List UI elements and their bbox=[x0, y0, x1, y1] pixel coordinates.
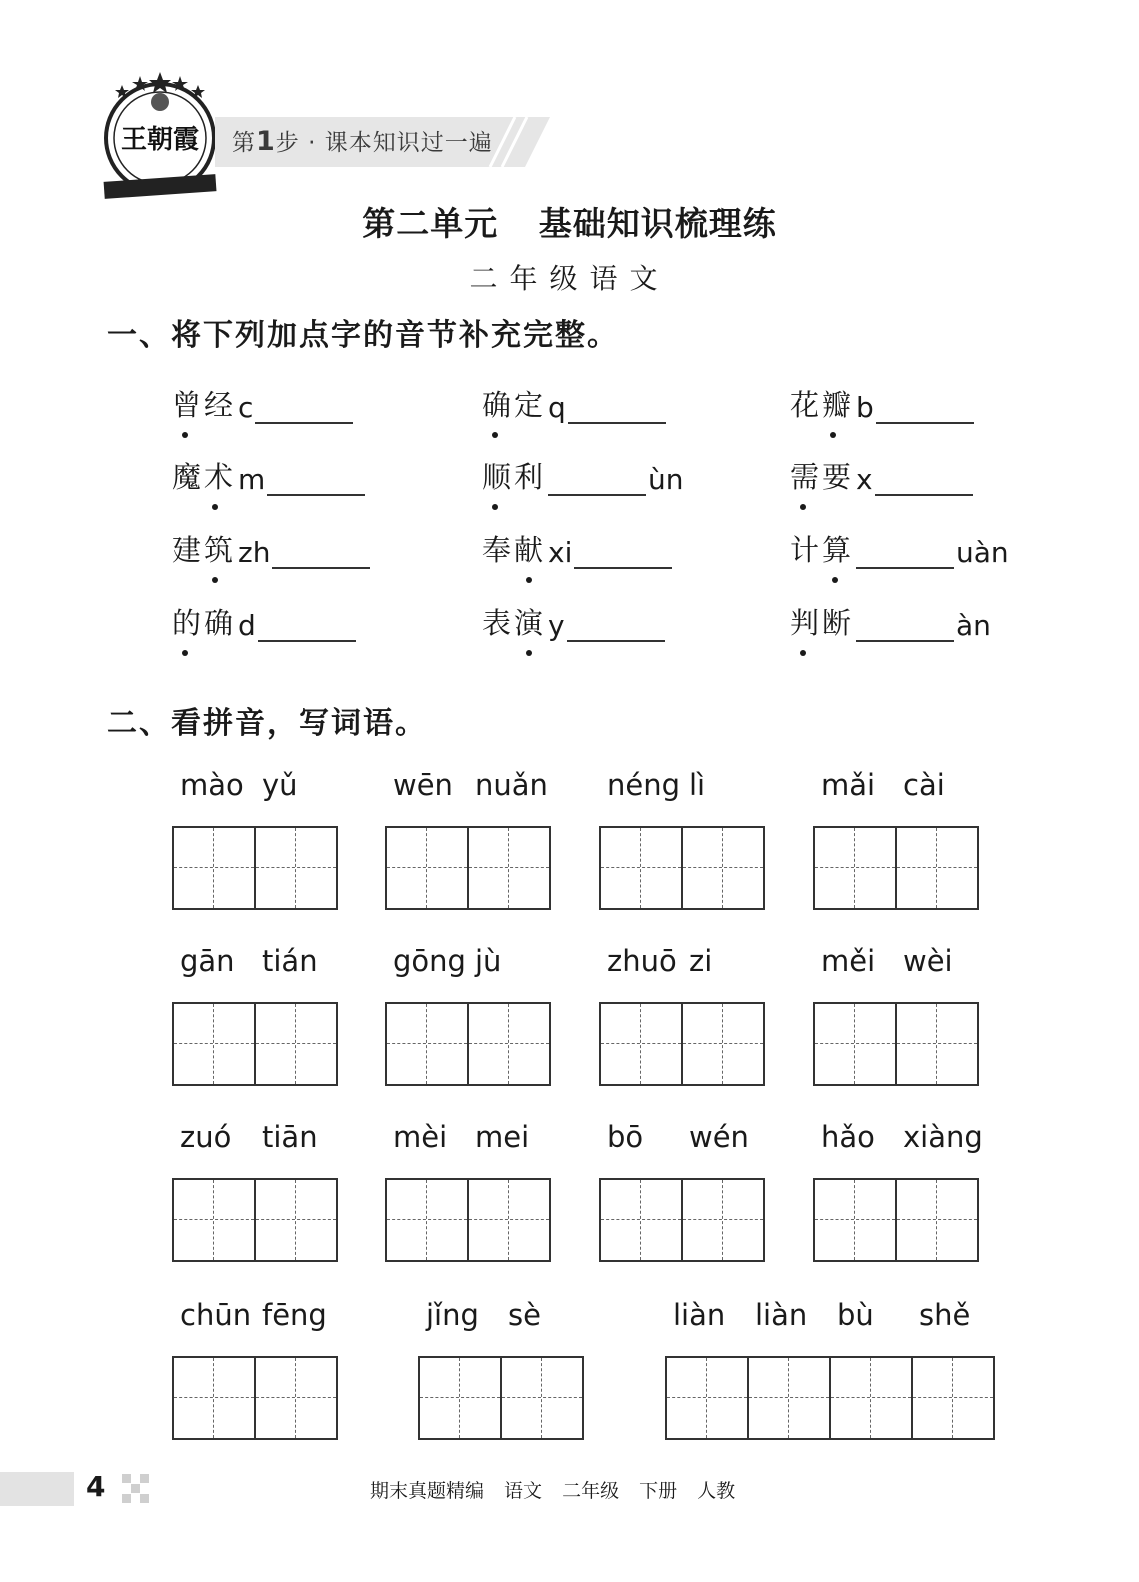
fill-syllable-item bbox=[172, 452, 365, 496]
character-box[interactable] bbox=[815, 1180, 895, 1260]
item-word: 花瓣 bbox=[790, 388, 855, 422]
fill-syllable-item bbox=[172, 380, 353, 424]
character-box[interactable] bbox=[895, 828, 977, 908]
pinyin-syllable: liàn bbox=[673, 1298, 726, 1332]
pinyin-syllable: mào bbox=[180, 768, 244, 802]
pinyin-syllable: jǐng bbox=[426, 1298, 479, 1332]
footer-bar bbox=[0, 1472, 74, 1506]
answer-blank[interactable] bbox=[258, 610, 356, 642]
character-box[interactable] bbox=[747, 1358, 829, 1438]
pinyin-syllable: tián bbox=[262, 944, 318, 978]
pinyin-syllable: shě bbox=[919, 1298, 971, 1332]
character-box[interactable] bbox=[254, 828, 336, 908]
answer-blank[interactable] bbox=[548, 464, 646, 496]
syllable-suffix: ùn bbox=[648, 463, 684, 496]
fill-syllable-item bbox=[790, 380, 974, 424]
pinyin-syllable: fēng bbox=[262, 1298, 327, 1332]
syllable-prefix: y bbox=[548, 609, 565, 642]
character-box[interactable] bbox=[895, 1004, 977, 1084]
answer-blank[interactable] bbox=[856, 610, 954, 642]
emphasis-dot bbox=[800, 650, 806, 656]
fill-syllable-item bbox=[482, 598, 665, 642]
fill-syllable-item bbox=[172, 525, 370, 569]
syllable-prefix: d bbox=[238, 609, 256, 642]
emphasis-dot bbox=[182, 650, 188, 656]
svg-text:王朝霞: 王朝霞 bbox=[120, 125, 200, 155]
part2-heading: 二、看拼音，写词语。 bbox=[107, 706, 427, 741]
character-box[interactable] bbox=[387, 1004, 467, 1084]
emphasis-dot bbox=[526, 650, 532, 656]
item-word: 表演 bbox=[482, 606, 547, 640]
answer-blank[interactable] bbox=[875, 464, 973, 496]
page-title: 第二单元 基础知识梳理练 bbox=[362, 204, 777, 243]
pinyin-syllable: nuǎn bbox=[475, 768, 548, 802]
writing-grid bbox=[599, 1002, 765, 1086]
character-box[interactable] bbox=[601, 1004, 681, 1084]
character-box[interactable] bbox=[174, 1004, 254, 1084]
character-box[interactable] bbox=[254, 1358, 336, 1438]
pinyin-syllable: bō bbox=[607, 1120, 644, 1154]
character-box[interactable] bbox=[174, 1358, 254, 1438]
character-box[interactable] bbox=[815, 1004, 895, 1084]
writing-grid bbox=[172, 826, 338, 910]
pinyin-syllable: yǔ bbox=[262, 768, 298, 802]
character-box[interactable] bbox=[174, 828, 254, 908]
pinyin-syllable: chūn bbox=[180, 1298, 252, 1332]
writing-grid bbox=[813, 826, 979, 910]
character-box[interactable] bbox=[829, 1358, 911, 1438]
character-box[interactable] bbox=[420, 1358, 500, 1438]
fill-syllable-item bbox=[790, 525, 1009, 569]
emphasis-dot bbox=[492, 432, 498, 438]
footer-decor bbox=[140, 1474, 149, 1483]
pinyin-syllable: wèi bbox=[903, 944, 953, 978]
writing-grid bbox=[385, 1178, 551, 1262]
pinyin-syllable: zuó bbox=[180, 1120, 232, 1154]
character-box[interactable] bbox=[681, 1004, 763, 1084]
pinyin-syllable: néng bbox=[607, 768, 681, 802]
pinyin-syllable: bù bbox=[837, 1298, 874, 1332]
character-box[interactable] bbox=[387, 828, 467, 908]
syllable-prefix: zh bbox=[238, 536, 271, 569]
pinyin-syllable: tiān bbox=[262, 1120, 318, 1154]
emphasis-dot bbox=[526, 577, 532, 583]
writing-grid bbox=[172, 1002, 338, 1086]
emphasis-dot bbox=[212, 577, 218, 583]
writing-grid bbox=[665, 1356, 995, 1440]
character-box[interactable] bbox=[467, 1004, 549, 1084]
item-word: 计算 bbox=[790, 533, 855, 567]
character-box[interactable] bbox=[601, 1180, 681, 1260]
syllable-suffix: uàn bbox=[956, 536, 1009, 569]
writing-grid bbox=[599, 826, 765, 910]
pinyin-syllable: gān bbox=[180, 944, 235, 978]
item-word: 需要 bbox=[790, 460, 855, 494]
footer-decor bbox=[122, 1494, 131, 1503]
answer-blank[interactable] bbox=[856, 537, 954, 569]
answer-blank[interactable] bbox=[267, 464, 365, 496]
item-word: 判断 bbox=[790, 606, 855, 640]
item-word: 奉献 bbox=[482, 533, 547, 567]
writing-grid bbox=[813, 1178, 979, 1262]
pinyin-syllable: xiàng bbox=[903, 1120, 983, 1154]
item-word: 的确 bbox=[172, 606, 237, 640]
item-word: 魔术 bbox=[172, 460, 237, 494]
emphasis-dot bbox=[182, 432, 188, 438]
character-box[interactable] bbox=[174, 1180, 254, 1260]
syllable-suffix: àn bbox=[956, 609, 991, 642]
writing-grid bbox=[385, 1002, 551, 1086]
emphasis-dot bbox=[830, 432, 836, 438]
footer-decor bbox=[140, 1494, 149, 1503]
fill-syllable-item bbox=[172, 598, 356, 642]
pinyin-syllable: hǎo bbox=[821, 1120, 875, 1154]
syllable-prefix: xi bbox=[548, 536, 573, 569]
answer-blank[interactable] bbox=[876, 392, 974, 424]
book-info: 期末真题精编 语文 二年级 下册 人教 bbox=[370, 1480, 736, 1502]
character-box[interactable] bbox=[467, 828, 549, 908]
item-word: 确定 bbox=[482, 388, 547, 422]
pinyin-syllable: wén bbox=[689, 1120, 749, 1154]
writing-grid bbox=[385, 826, 551, 910]
emphasis-dot bbox=[492, 504, 498, 510]
pinyin-syllable: sè bbox=[508, 1298, 541, 1332]
pinyin-syllable: měi bbox=[821, 944, 876, 978]
pinyin-syllable: mǎi bbox=[821, 768, 876, 802]
syllable-prefix: m bbox=[238, 463, 266, 496]
syllable-prefix: q bbox=[548, 391, 566, 424]
writing-grid bbox=[599, 1178, 765, 1262]
character-box[interactable] bbox=[500, 1358, 582, 1438]
writing-grid bbox=[172, 1356, 338, 1440]
fill-syllable-item bbox=[790, 598, 991, 642]
fill-syllable-item bbox=[482, 452, 684, 496]
character-box[interactable] bbox=[911, 1358, 993, 1438]
footer-decor bbox=[122, 1474, 131, 1483]
pinyin-syllable: zhuō bbox=[607, 944, 677, 978]
fill-syllable-item bbox=[482, 525, 672, 569]
step-label: 第1步 · 课本知识过一遍 bbox=[232, 126, 493, 157]
fill-syllable-item bbox=[482, 380, 666, 424]
emphasis-dot bbox=[832, 577, 838, 583]
character-box[interactable] bbox=[681, 828, 763, 908]
pinyin-syllable: gōng bbox=[393, 944, 466, 978]
answer-blank[interactable] bbox=[567, 610, 665, 642]
character-box[interactable] bbox=[467, 1180, 549, 1260]
item-word: 曾经 bbox=[172, 388, 237, 422]
writing-grid bbox=[172, 1178, 338, 1262]
character-box[interactable] bbox=[667, 1358, 747, 1438]
page-number: 4 bbox=[86, 1470, 106, 1503]
answer-blank[interactable] bbox=[255, 392, 353, 424]
part1-heading: 一、将下列加点字的音节补充完整。 bbox=[107, 318, 619, 353]
pinyin-syllable: mèi bbox=[393, 1120, 448, 1154]
character-box[interactable] bbox=[254, 1004, 336, 1084]
syllable-prefix: x bbox=[856, 463, 873, 496]
fill-syllable-item bbox=[790, 452, 973, 496]
pinyin-syllable: zi bbox=[689, 944, 713, 978]
syllable-prefix: b bbox=[856, 391, 874, 424]
emphasis-dot bbox=[212, 504, 218, 510]
syllable-prefix: c bbox=[238, 391, 254, 424]
character-box[interactable] bbox=[254, 1180, 336, 1260]
page-subtitle: 二年级语文 bbox=[469, 262, 670, 295]
pinyin-syllable: liàn bbox=[755, 1298, 808, 1332]
character-box[interactable] bbox=[601, 828, 681, 908]
footer-decor bbox=[131, 1484, 140, 1493]
pinyin-syllable: jù bbox=[475, 944, 502, 978]
emphasis-dot bbox=[800, 504, 806, 510]
character-box[interactable] bbox=[681, 1180, 763, 1260]
pinyin-syllable: wēn bbox=[393, 768, 453, 802]
publisher-logo bbox=[100, 70, 225, 200]
answer-blank[interactable] bbox=[568, 392, 666, 424]
character-box[interactable] bbox=[895, 1180, 977, 1260]
writing-grid bbox=[418, 1356, 584, 1440]
character-box[interactable] bbox=[815, 828, 895, 908]
answer-blank[interactable] bbox=[574, 537, 672, 569]
item-word: 建筑 bbox=[172, 533, 237, 567]
pinyin-syllable: lì bbox=[689, 768, 706, 802]
character-box[interactable] bbox=[387, 1180, 467, 1260]
pinyin-syllable: cài bbox=[903, 768, 945, 802]
answer-blank[interactable] bbox=[272, 537, 370, 569]
pinyin-syllable: mei bbox=[475, 1120, 530, 1154]
writing-grid bbox=[813, 1002, 979, 1086]
item-word: 顺利 bbox=[482, 460, 547, 494]
